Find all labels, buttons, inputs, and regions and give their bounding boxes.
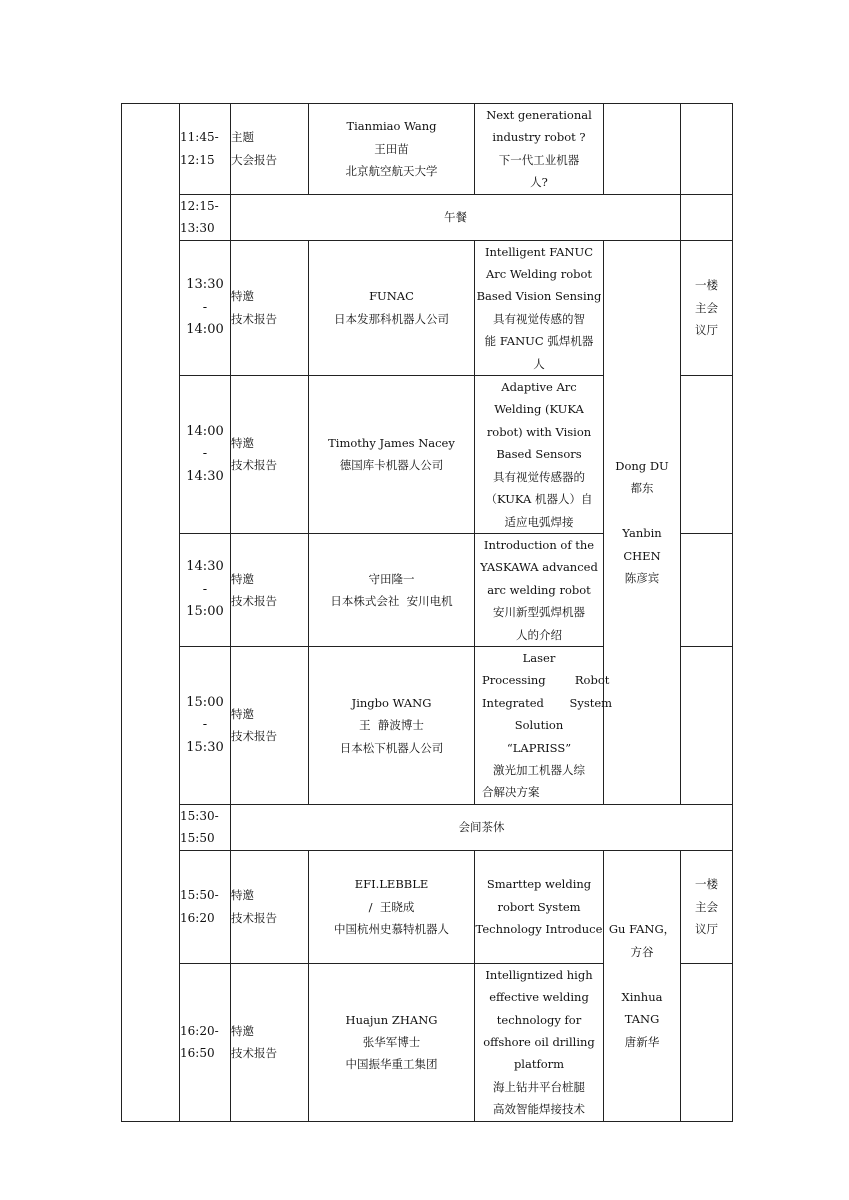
- table-row: [122, 194, 733, 240]
- speaker-cell: 守田隆一 日本株式会社 安川电机: [309, 533, 475, 646]
- topic-cell: Next generational industry robot ? 下一代工业机器 人?: [475, 104, 604, 195]
- session-chair-cell: Dong DU 都东 Yanbin CHEN 陈彦宾: [604, 240, 681, 804]
- report-type-cell: 特邀 技术报告: [231, 963, 309, 1121]
- time-cell: 15:30- 15:50: [180, 804, 231, 850]
- time-cell: 11:45- 12:15: [180, 104, 231, 195]
- speaker-cell: Huajun ZHANG 张华军博士 中国振华重工集团: [309, 963, 475, 1121]
- table-row: [122, 850, 733, 963]
- venue-cell-empty: [681, 646, 733, 804]
- report-type-cell: 特邀 技术报告: [231, 240, 309, 375]
- speaker-cell: Jingbo WANG 王 静波博士 日本松下机器人公司: [309, 646, 475, 804]
- time-cell: 12:15- 13:30: [180, 194, 231, 240]
- venue-cell-empty: [681, 963, 733, 1121]
- venue-cell-empty: [681, 194, 733, 240]
- report-type-cell: 特邀 技术报告: [231, 376, 309, 534]
- report-type-cell: 主题 大会报告: [231, 104, 309, 195]
- speaker-cell: EFI.LEBBLE / 王晓成 中国杭州史慕特机器人: [309, 850, 475, 963]
- table-row: [122, 240, 733, 375]
- break-cell: 午餐: [231, 194, 681, 240]
- topic-cell: Laser Processing Robot Integrated System Solution “LAPRISS” 激光加工机器人综 合解决方案: [475, 646, 604, 804]
- speaker-cell: Timothy James Nacey 德国库卡机器人公司: [309, 376, 475, 534]
- report-type-cell: 特邀 技术报告: [231, 850, 309, 963]
- venue-cell-empty: [681, 533, 733, 646]
- topic-cell: Intelligent FANUC Arc Welding robot Based Vision Sensing 具有视觉传感的智 能 FANUC 弧焊机器 人: [475, 240, 604, 375]
- speaker-cell: FUNAC 日本发那科机器人公司: [309, 240, 475, 375]
- break-cell: 会间茶休: [231, 804, 733, 850]
- speaker-cell: Tianmiao Wang 王田苗 北京航空航天大学: [309, 104, 475, 195]
- venue-cell-empty: [681, 376, 733, 534]
- time-cell: 14:30 - 15:00: [180, 533, 231, 646]
- venue-cell: 一楼 主会 议厅: [681, 240, 733, 375]
- report-type-cell: 特邀 技术报告: [231, 646, 309, 804]
- time-cell: 13:30 - 14:00: [180, 240, 231, 375]
- blank-left-column: [122, 104, 180, 1122]
- topic-cell: Introduction of the YASKAWA advanced arc welding robot 安川新型弧焊机器 人的介绍: [475, 533, 604, 646]
- report-type-cell: 特邀 技术报告: [231, 533, 309, 646]
- session-chair-cell: Gu FANG， 方谷 Xinhua TANG 唐新华: [604, 850, 681, 1121]
- topic-cell: Intelligntized high effective welding technology for offshore oil drilling platform 海上钻井平台桩腿 高效智能焊接技术: [475, 963, 604, 1121]
- topic-cell: Smarttep welding robort System Technology Introduce: [475, 850, 604, 963]
- time-cell: 16:20- 16:50: [180, 963, 231, 1121]
- time-cell: 14:00 - 14:30: [180, 376, 231, 534]
- venue-cell: 一楼 主会 议厅: [681, 850, 733, 963]
- schedule-table: [121, 103, 733, 1122]
- time-cell: 15:00 - 15:30: [180, 646, 231, 804]
- chair-cell-empty: [604, 104, 681, 195]
- venue-cell-empty: [681, 104, 733, 195]
- time-cell: 15:50- 16:20: [180, 850, 231, 963]
- table-row: [122, 804, 733, 850]
- topic-cell: Adaptive Arc Welding (KUKA robot) with Vision Based Sensors 具有视觉传感器的 （KUKA 机器人）自 适应电弧焊接: [475, 376, 604, 534]
- table-row: [122, 104, 733, 195]
